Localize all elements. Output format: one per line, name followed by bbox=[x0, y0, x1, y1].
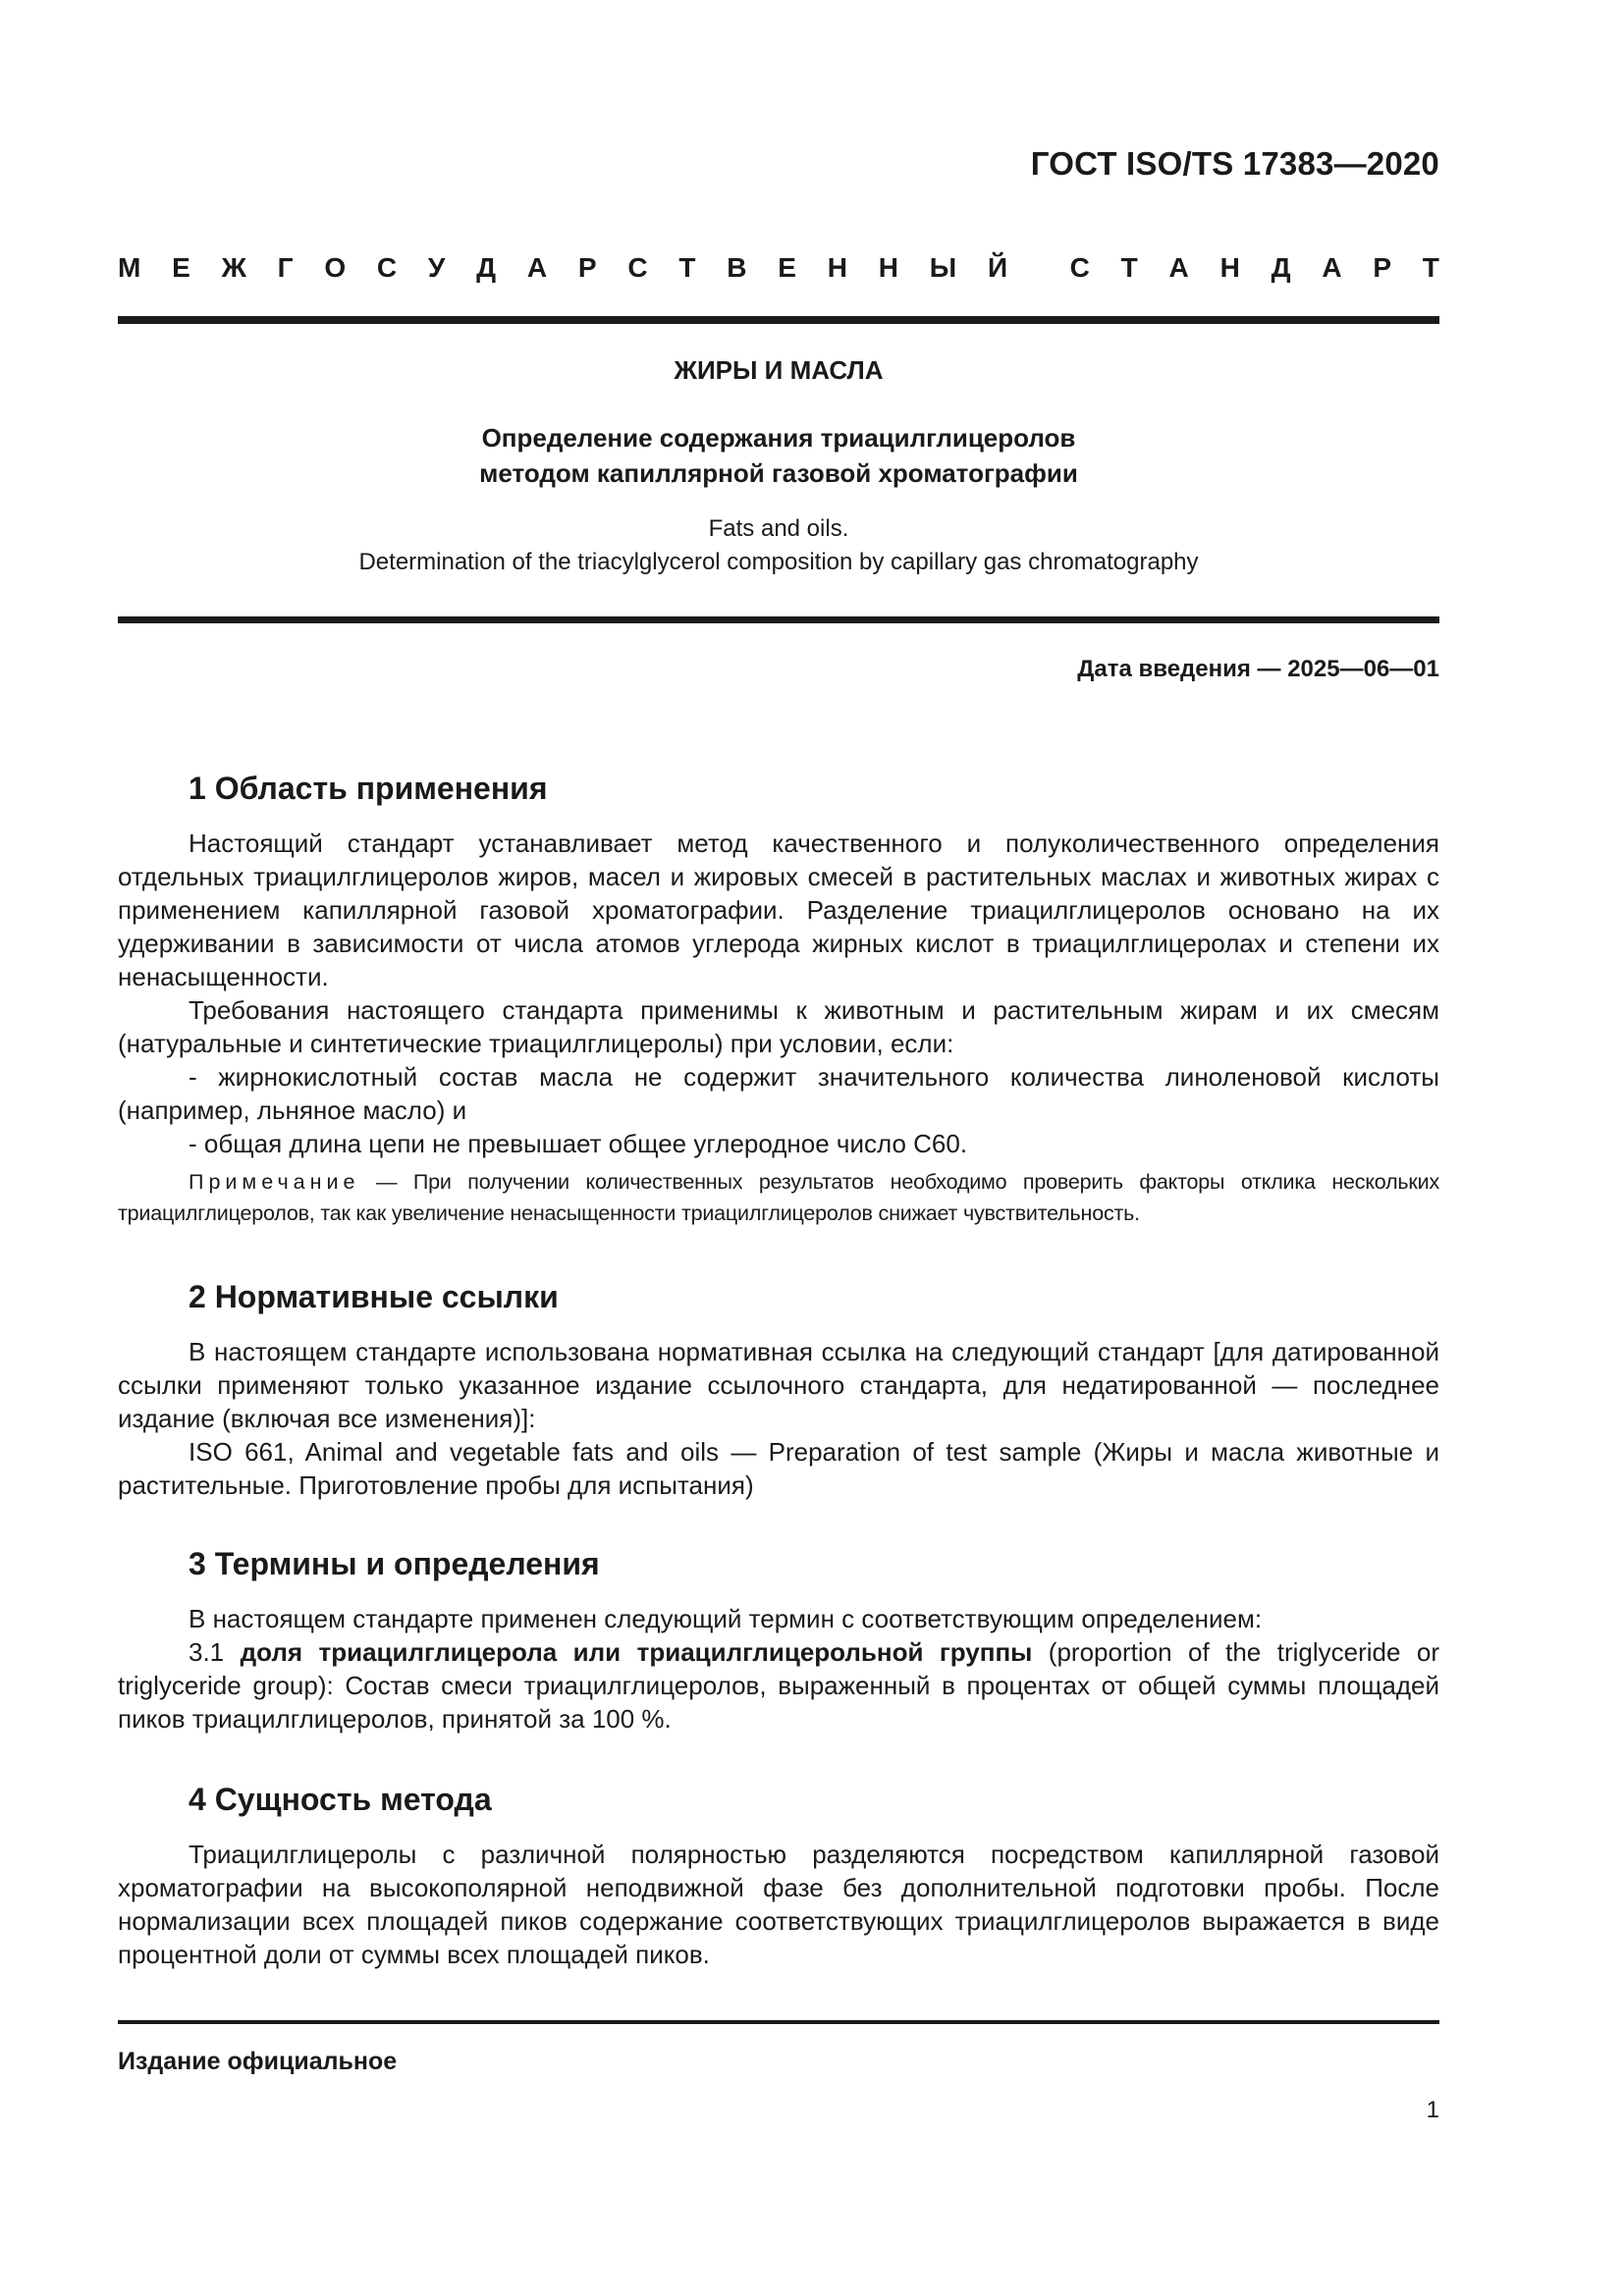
letter: А bbox=[1168, 252, 1189, 283]
letter: Й bbox=[987, 252, 1008, 283]
section-method-principle bbox=[118, 1777, 1439, 1971]
top-rule bbox=[118, 316, 1439, 324]
introduction-date: Дата введения — 2025—06—01 bbox=[1077, 656, 1439, 682]
letter: Е bbox=[778, 252, 796, 283]
letter: Ж bbox=[221, 252, 246, 283]
note-label: Примечание bbox=[189, 1170, 360, 1194]
title-rule bbox=[118, 616, 1439, 623]
official-edition-label: Издание официальное bbox=[118, 2048, 398, 2075]
subtitle-line: методом капиллярной газовой хроматографии bbox=[479, 458, 1078, 488]
letter: Т bbox=[1120, 252, 1138, 283]
section-heading: 1 Область применения bbox=[189, 771, 548, 806]
document-title: ЖИРЫ И МАСЛА bbox=[674, 355, 884, 385]
section-heading: 4 Сущность метода bbox=[189, 1782, 492, 1817]
letter: У bbox=[427, 252, 446, 283]
gost-code: ГОСТ ISO/TS 17383—2020 bbox=[1030, 145, 1439, 182]
letter: А bbox=[1322, 252, 1342, 283]
letter: В bbox=[727, 252, 747, 283]
note bbox=[118, 1166, 1439, 1229]
term-text: (proportion of the triglyceride or triglyceride group): Состав смеси триацилглицеролов, выраженный в процентах от общей суммы площадей пиков триацилглицеролов, принятой за 100 %. bbox=[118, 1637, 1439, 1734]
letter: Т bbox=[1422, 252, 1439, 283]
letter: Р bbox=[1373, 252, 1392, 283]
section-heading: 3 Термины и определения bbox=[189, 1546, 600, 1581]
note-text: — При получении количественных результатов необходимо проверить факторы отклика нескольких триацилглицеролов, так как увеличение ненасыщенности триацилглицеролов снижает чувствительность. bbox=[118, 1170, 1439, 1225]
paragraph: В настоящем стандарте использована нормативная ссылка на следующий стандарт [для датированной ссылки применяют только указанное издание ссылочного стандарта, для недатированной — последнее издание (включая все изменения)]: bbox=[118, 1337, 1439, 1433]
term-number: 3.1 bbox=[189, 1637, 241, 1667]
english-title-line: Fats and oils. bbox=[708, 515, 849, 542]
section-scope bbox=[118, 766, 1439, 1229]
paragraph: Настоящий стандарт устанавливает метод качественного и полуколичественного определения отдельных триацилглицеролов жиров, масел и жировых смесей в растительных маслах и животных жирах с применением капиллярной газовой хроматографии. Разделение триацилглицеролов основано на их удерживании в зависимости от числа атомов углерода жирных кислот в триацилглицеролах и степени их ненасыщенности. bbox=[118, 828, 1439, 991]
section-heading: 2 Нормативные ссылки bbox=[189, 1279, 559, 1314]
document-subtitle bbox=[118, 420, 1439, 491]
letter: Т bbox=[678, 252, 696, 283]
letter: О bbox=[324, 252, 347, 283]
term-name: доля триацилглицерола или триацилглицерольной группы bbox=[240, 1637, 1033, 1667]
page-number: 1 bbox=[1426, 2097, 1439, 2123]
letter: Д bbox=[1271, 252, 1291, 283]
letter: Г bbox=[277, 252, 294, 283]
letter: Р bbox=[577, 252, 597, 283]
letter: С bbox=[1069, 252, 1090, 283]
letter: М bbox=[118, 252, 141, 283]
section-normative-references bbox=[118, 1274, 1439, 1502]
footer-rule bbox=[118, 2020, 1439, 2024]
letter: А bbox=[526, 252, 548, 283]
letter: Ы bbox=[929, 252, 957, 283]
paragraph: ISO 661, Animal and vegetable fats and oils — Preparation of test sample (Жиры и масла животные и растительные. Приготовление пробы для испытания) bbox=[118, 1437, 1439, 1500]
letter: Д bbox=[476, 252, 497, 283]
letter: Н bbox=[827, 252, 847, 283]
section-terms bbox=[118, 1541, 1439, 1735]
english-title-line: Determination of the triacylglycerol composition by capillary gas chromatography bbox=[358, 549, 1199, 575]
paragraph: Триацилглицеролы с различной полярностью разделяются посредством капиллярной газовой хроматографии на высокополярной неподвижной фазе без дополнительной подготовки пробы. После нормализации всех площадей пиков содержание соответствующих триацилглицеролов выражается в виде процентной доли от суммы всех площадей пиков. bbox=[118, 1840, 1439, 1969]
subtitle-line: Определение содержания триацилглицеролов bbox=[481, 423, 1076, 453]
letter: Н bbox=[878, 252, 898, 283]
term-definition bbox=[118, 1635, 1439, 1735]
letter: С bbox=[627, 252, 648, 283]
letter: Е bbox=[172, 252, 190, 283]
paragraph: - жирнокислотный состав масла не содержит значительного количества линоленовой кислоты (например, льняное масло) и bbox=[118, 1062, 1439, 1125]
interstate-standard-label bbox=[118, 252, 1439, 284]
letter: Н bbox=[1219, 252, 1240, 283]
paragraph: Требования настоящего стандарта применимы к животным и растительным жирам и их смесям (натуральные и синтетические триацилглицеролы) при условии, если: bbox=[118, 995, 1439, 1058]
paragraph: - общая длина цепи не превышает общее углеродное число С60. bbox=[189, 1129, 968, 1158]
letter: С bbox=[376, 252, 398, 283]
paragraph: В настоящем стандарте применен следующий термин с соответствующим определением: bbox=[189, 1604, 1263, 1633]
english-title bbox=[118, 512, 1439, 579]
